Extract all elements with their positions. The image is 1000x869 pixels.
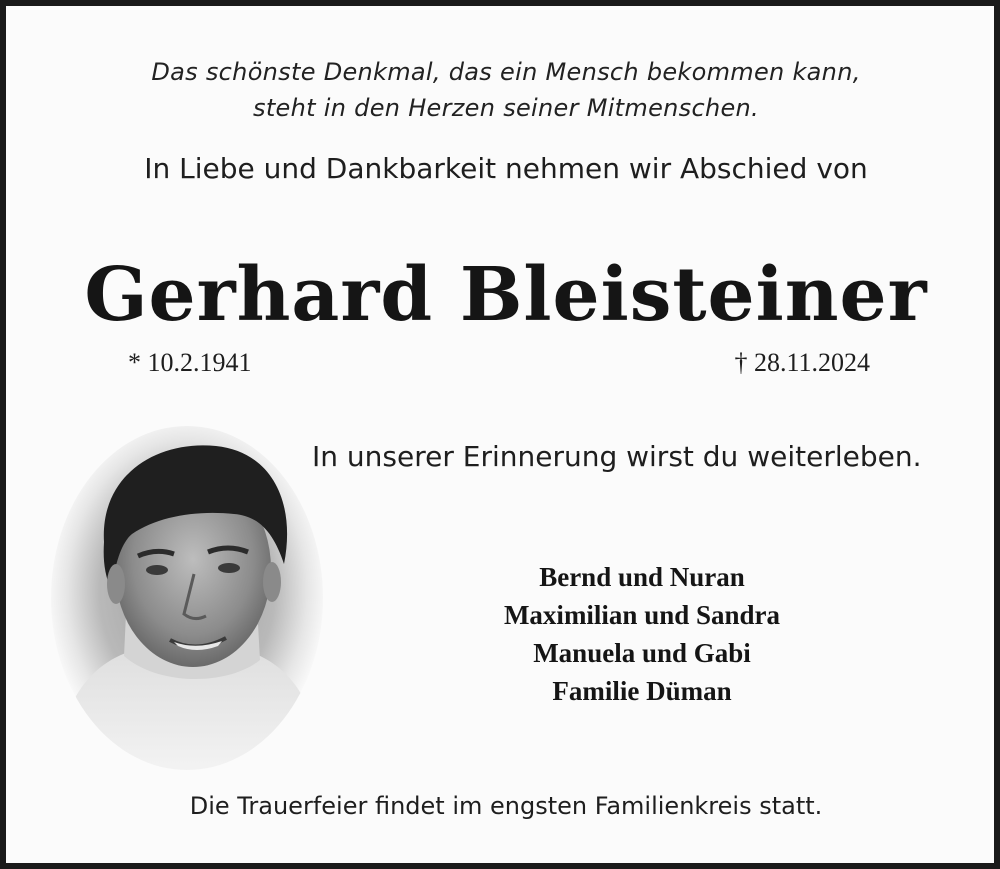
mourner-line: Familie Düman xyxy=(552,676,732,706)
motto-line-2: steht in den Herzen seiner Mitmenschen. xyxy=(253,94,759,122)
mourner-line: Bernd und Nuran xyxy=(539,562,745,592)
mourner-line: Maximilian und Sandra xyxy=(503,600,781,630)
deceased-name: Gerhard Bleisteiner xyxy=(84,252,928,338)
memory-line: In unserer Erinnerung wirst du weiterleben. xyxy=(312,440,922,473)
motto-line-1: Das schönste Denkmal, das ein Mensch bekommen kann, xyxy=(151,58,861,86)
funeral-notice: Die Trauerfeier findet im engsten Familienkreis statt. xyxy=(189,792,823,820)
death-date: † 28.11.2024 xyxy=(734,348,870,377)
portrait-photo xyxy=(48,424,326,772)
farewell-intro: In Liebe und Dankbarkeit nehmen wir Abschied von xyxy=(144,152,868,185)
mourner-line: Manuela und Gabi xyxy=(533,638,751,668)
birth-date: * 10.2.1941 xyxy=(128,348,252,377)
